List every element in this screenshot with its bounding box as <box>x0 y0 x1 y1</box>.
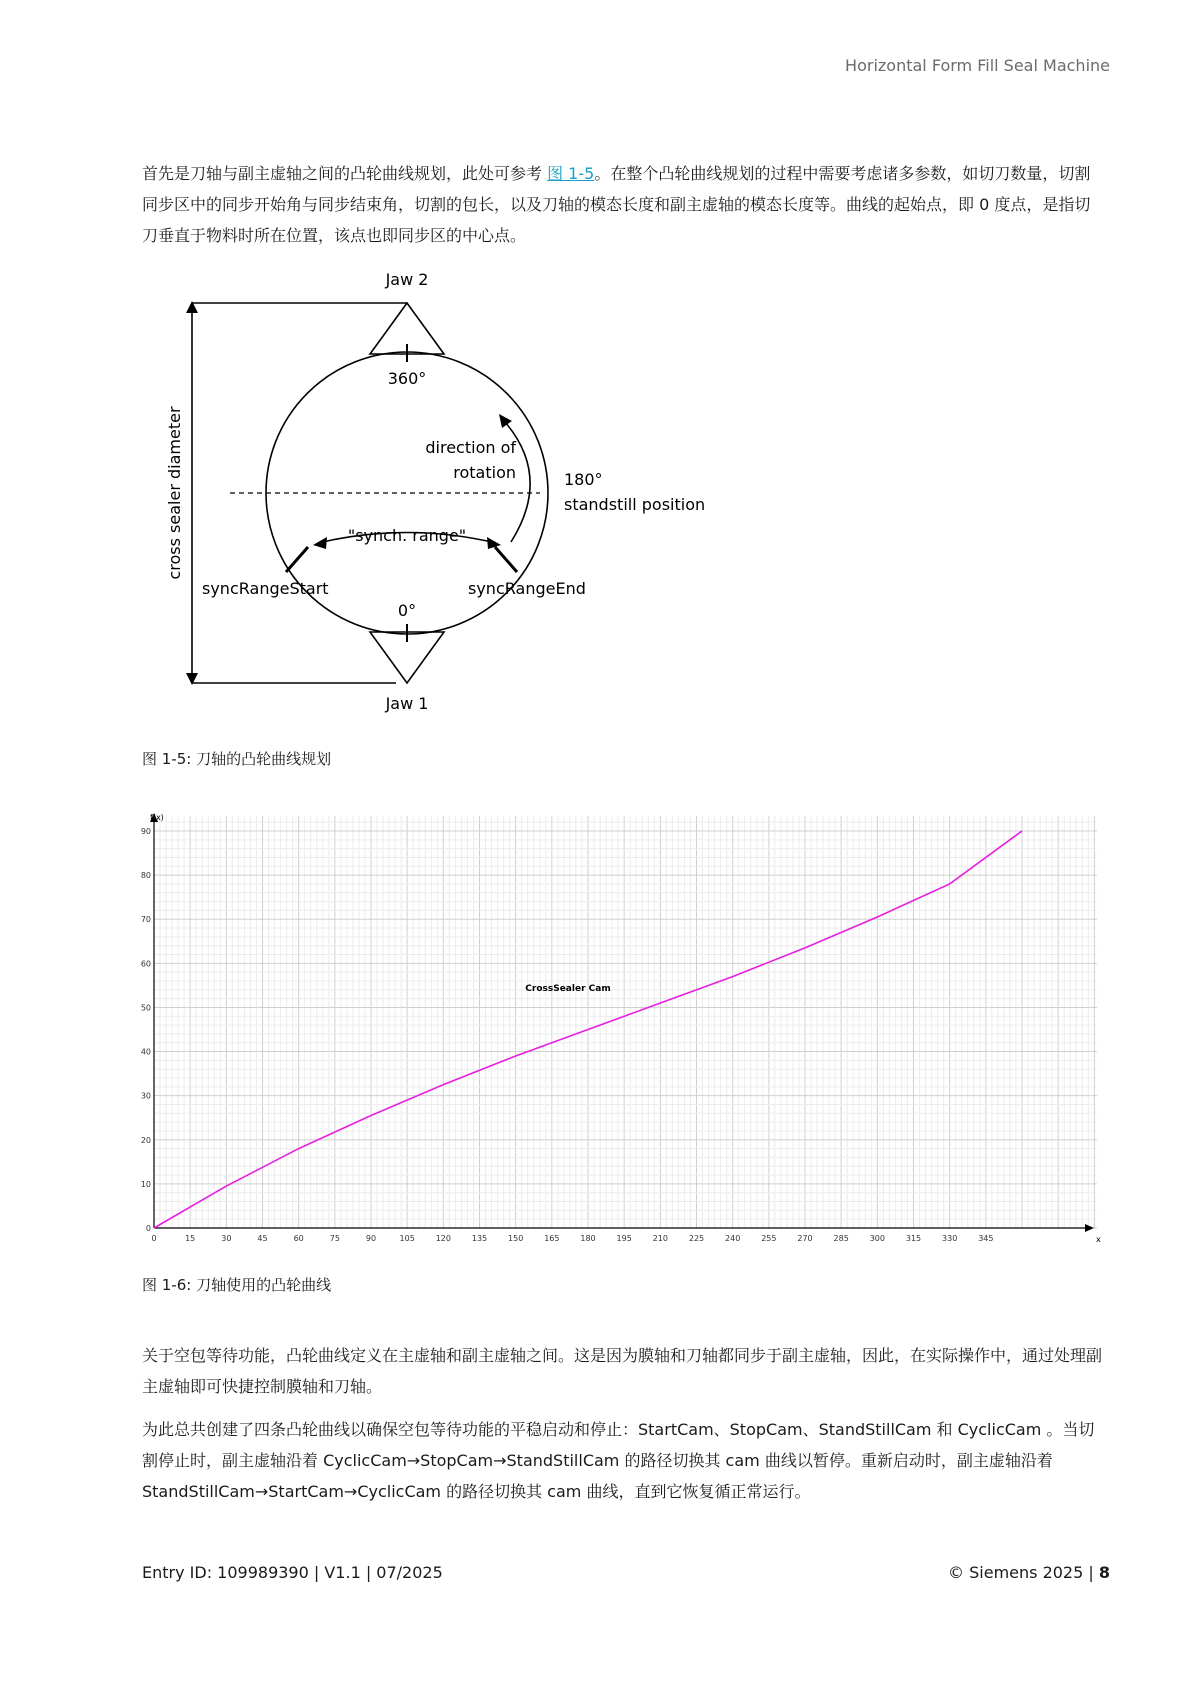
x-tick-label: 75 <box>329 1234 340 1243</box>
jaw-2-label: Jaw 2 <box>385 270 429 289</box>
chart-x-axis-label: x <box>1096 1235 1101 1244</box>
x-tick-label: 60 <box>293 1234 304 1243</box>
crosssealer-cam-chart <box>142 808 1104 1248</box>
x-tick-label: 90 <box>365 1234 377 1243</box>
x-tick-label: 315 <box>905 1234 922 1243</box>
angle-180-label: 180° <box>564 470 603 489</box>
x-tick-label: 150 <box>508 1234 524 1243</box>
synch-arrow-right <box>487 537 501 549</box>
y-tick-label: 90 <box>140 827 151 836</box>
intro-text-part2: 。在整个凸轮曲线规划的过程中需要考虑诸多参数，如切刀数量，切割同步区中的同步开始角与同步结束角，切割的包长，以及刀轴的模态长度和副主虚轴的模态长度等。曲线的起始点，即 0 度点，是指切刀垂直于物料时所在位置，该点也即同步区的中心点。 <box>142 164 1091 245</box>
footer-page-number: 8 <box>1098 1563 1110 1582</box>
standstill-position-label: standstill position <box>564 495 706 514</box>
sync-range-start-marker <box>286 547 308 572</box>
x-tick-label: 195 <box>616 1234 632 1243</box>
footer-copyright <box>948 1563 1110 1582</box>
y-tick-label: 20 <box>140 1135 151 1145</box>
x-tick-label: 255 <box>761 1234 777 1243</box>
footer-entry-id: Entry ID: 109989390 | V1.1 | 07/2025 <box>142 1563 443 1582</box>
chart-title: CrossSealer Cam <box>525 984 611 994</box>
figure-1-5-caption: 图 1-5: 刀轴的凸轮曲线规划 <box>142 750 332 768</box>
x-tick-label: 120 <box>435 1234 451 1243</box>
body-paragraph-3: 为此总共创建了四条凸轮曲线以确保空包等待功能的平稳启动和停止：StartCam、StopCam、StandStillCam 和 CyclicCam 。当切割停止时，副主虚轴沿着 CyclicCam→StopCam→StandStillCam 的路径切换其 cam 曲线以暂停。重新启动时，副主虚轴沿着 StandStillCam→StartCam→CyclicCam 的路径切换其 cam 曲线，直到它恢复循正常运行。 <box>142 1420 1095 1501</box>
synch-range-label: "synch. range" <box>347 526 467 545</box>
y-tick-label: 70 <box>140 915 151 925</box>
x-tick-label: 0 <box>151 1234 157 1243</box>
x-tick-label: 135 <box>471 1234 488 1243</box>
direction-label-line1: direction of <box>425 438 516 457</box>
x-tick-label: 300 <box>869 1234 885 1243</box>
document-header-title: Horizontal Form Fill Seal Machine <box>845 56 1110 75</box>
y-tick-label: 30 <box>140 1091 151 1101</box>
x-tick-label: 270 <box>797 1234 813 1243</box>
x-tick-label: 165 <box>544 1234 560 1243</box>
x-tick-label: 285 <box>833 1234 849 1243</box>
synch-arrow-left <box>313 537 327 549</box>
y-tick-label: 80 <box>140 871 151 881</box>
diameter-label: cross sealer diameter <box>165 406 184 580</box>
y-tick-label: 50 <box>140 1003 151 1013</box>
body-paragraph-2: 关于空包等待功能，凸轮曲线定义在主虚轴和副主虚轴之间。这是因为膜轴和刀轴都同步于副主虚轴，因此，在实际操作中，通过处理副主虚轴即可快捷控制膜轴和刀轴。 <box>142 1346 1103 1396</box>
sync-range-start-label: syncRangeStart <box>202 579 329 598</box>
x-tick-label: 30 <box>221 1234 232 1243</box>
x-tick-label: 15 <box>185 1234 196 1243</box>
angle-0-label: 0° <box>397 601 417 620</box>
x-tick-label: 345 <box>978 1234 994 1243</box>
angle-360-label: 360° <box>387 369 427 388</box>
x-tick-label: 330 <box>942 1234 958 1243</box>
intro-paragraph <box>142 158 1102 251</box>
x-tick-label: 240 <box>725 1234 741 1243</box>
chart-y-axis-label: f(x) <box>150 813 164 822</box>
footer-copyright-text: © Siemens 2025 | <box>948 1563 1099 1582</box>
x-tick-label: 180 <box>580 1234 596 1243</box>
y-tick-label: 60 <box>140 959 151 969</box>
sync-range-end-marker <box>495 547 517 572</box>
x-tick-label: 225 <box>688 1234 705 1243</box>
sync-range-end-label: syncRangeEnd <box>468 579 586 598</box>
direction-label-line2: rotation <box>453 463 516 482</box>
y-tick-label: 10 <box>140 1179 151 1189</box>
figure-1-6-caption: 图 1-6: 刀轴使用的凸轮曲线 <box>142 1276 332 1294</box>
figure-1-5-link[interactable]: 图 1-5 <box>547 164 595 183</box>
jaw-1-label: Jaw 1 <box>385 694 429 713</box>
rotation-arrowhead <box>499 414 512 428</box>
x-tick-label: 45 <box>257 1234 268 1243</box>
y-tick-label: 0 <box>145 1224 151 1233</box>
x-tick-label: 210 <box>652 1234 668 1243</box>
x-tick-label: 105 <box>399 1234 415 1243</box>
y-tick-label: 40 <box>140 1047 151 1057</box>
intro-text-part1: 首先是刀轴与副主虚轴之间的凸轮曲线规划，此处可参考 <box>142 164 548 183</box>
cross-sealer-diagram <box>150 262 730 722</box>
